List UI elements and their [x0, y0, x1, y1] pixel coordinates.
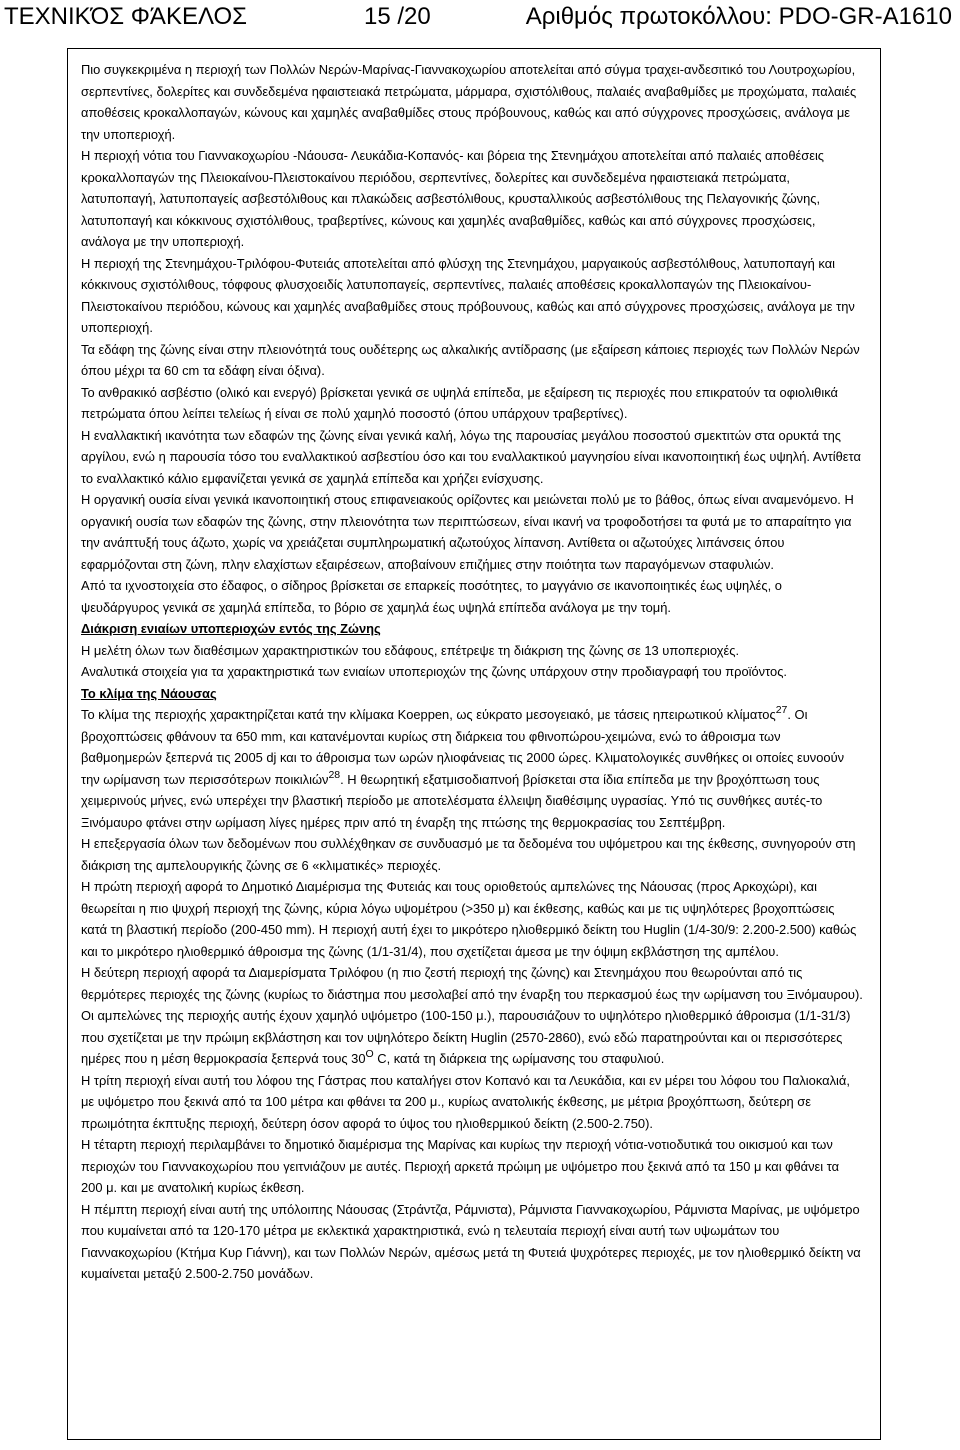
paragraph-trace-elements: Από τα ιχνοστοιχεία στο έδαφος, ο σίδηρος βρίσκεται σε επαρκείς ποσότητες, το μαγγάνιο σε ικανοποιητικές έως υψηλές, ο ψευδάργυρος γενικά σε χαμηλά επίπεδα, το βόριο σε χαμηλά έως υψηλά επίπεδα ανάλογα με την τομή. — [81, 578, 782, 615]
paragraph-region-1: Η πρώτη περιοχή αφορά το Δημοτικό Διαμέρισμα της Φυτειάς και τους οριοθετούς αμπελώνες της Νάουσας (προς Αρκοχώρι), και θεωρείται η πιο ψυχρή περιοχή της ζώνης, κύρια λόγω υψομέτρου (>350 μ) και έκθεσης, καθώς και με τις υψηλότερες βροχοπτώσεις κατά τη βλαστική περίοδο (200-450 mm). Η περιοχή αυτή έχει το μικρότερο ηλιοθερμικό δείκτη του Huglin (1/4-30/9: 2.200-2.500) καθώς και το μικρότερο ηλιοθερμικό άθροισμα της ζώνης (1/1-31/4), που σχετίζεται άμεσα με την όψιμη εκβλάστηση της αμπέλου. — [81, 879, 857, 959]
paragraph-geology-south: Η περιοχή νότια του Γιαννακοχωρίου -Νάουσα- Λευκάδια-Κοπανός- και βόρεια της Στενημάχου αποτελείται από παλαιές αποθέσεις κροκαλλοπαγών της Πλειοκαίνου-Πλειστοκαίνου περιόδου, σερπεντίνες, δολερίτες και συνδεδεμένα ηφαιστειακά πετρώματα, λατυποπαγή, λατυποπαγείς ασβεστόλιθους και πλακώδεις ασβεστόλιθους, κρυσταλλικούς ασβεστόλιθους της Πελαγονικής ζώνης, λατυποπαγή και κόκκινους σχιστόλιθους, τραβερτίνες, κώνους και χαμηλές αναβαθμίδες, καθώς και από σύγχρονες προσχώσεις, ανάλογα με την υποπεριοχή. — [81, 148, 825, 249]
paragraph-geology-general: Πιο συγκεκριμένα η περιοχή των Πολλών Νερών-Μαρίνας-Γιαννακοχωρίου αποτελείται από σύγμα τραχει-ανδεσιτικό του Λουτροχωρίου, σερπεντίνες, δολερίτες και συνδεδεμένα ηφαιστειακά πετρώματα, μάρμαρα, σχιστόλιθους, παλαιές αναβαθμίδες με προχώματα, παλαιές αποθέσεις κροκαλλοπαγών, κώνους και χαμηλές αναβαθμίδες στους πρόβουνους, καθώς και από σύγχρονες προσχώσεις, ανάλογα με την υποπεριοχή. — [81, 62, 857, 142]
paragraph-region-5: Η πέμπτη περιοχή είναι αυτή της υπόλοιπης Νάουσας (Στράντζα, Ράμνιστα), Ράμνιστα Γιαννακοχωρίου, Ράμνιστα Μαρίνας, με υψόμετρο που κυμαίνεται από τα 120-170 μέτρα με εκλεκτικά χαρακτηριστικά, ενώ η τελευταία περιοχή είναι αυτή των υψωμάτων του Γιαννακοχωρίου (Κτήμα Κυρ Γιάννη), και των Πολλών Νερών, αμέσως μετά τη Φυτειά ψυχρότερες περιοχές, με τον ηλιοθερμικό δείκτη να κυμαίνεται μεταξύ 2.500-2.750 μονάδων. — [81, 1201, 861, 1281]
region-2-text-a: Η δεύτερη περιοχή αφορά τα Διαμερίσματα Τριλόφου (η πιο ζεστή περιοχή της ζώνης) και Στενημάχου που θεωρούνται από τις θερμότερες περιοχές της ζώνης (κυρίως το διάστημα που μεσολαβεί από την έναρξη του περκασμού έως την ωρίμανση του Ξινόμαυρου). Οι αμπελώνες της περιοχής αυτής έχουν χαμηλό υψόμετρο (100-150 μ.), παρουσιάζουν το υψηλότερο ηλιοθερμικό άθροισμα (1/1-31/3) που σχετίζεται με την πρώιμη εκβλάστηση και τον υψηλότερο δείκτη Huglin (2570-2860), ενώ εδώ παρατηρούνται και οι περισσότερες ημέρες που η μέση θερμοκρασία ξεπερνά τους 30 — [81, 965, 863, 1066]
protocol-number: Αριθμός πρωτοκόλλου: PDO-GR-A1610 — [525, 3, 952, 30]
footnote-ref-28: 28 — [328, 768, 341, 781]
climate-text-b: . Οι βροχοπτώσεις φθάνουν τα 650 mm, και κατανέμονται κυρίως στη διάρκεια του φθινοπώρου-χειμώνα, ενώ το άθροισμα των βαθμοημερών ξεπερνά τις 2005 dj και το άθροισμα των ωρών ηλιοφάνειας τις 2000 ώρες. Κλιματολογικές συνθήκες οι οποίες ευνοούν την ωρίμανση των περισσότερων ποικιλιών — [81, 707, 845, 787]
paragraph-geology-stenimachos: Η περιοχή της Στενημάχου-Τριλόφου-Φυτειάς αποτελείται από φλύσχη της Στενημάχου, μαργαικούς ασβεστόλιθους, λατυποπαγή και κόκκινους σχιστόλιθους, τόφφους φλυσχοειδίς λατυποπαγείς, σερπεντίνες, παλαιές αποθέσεις κροκαλλοπαγών της Πλειοκαίνου-Πλειστοκαίνου περιόδου, κώνους και χαμηλές αναβαθμίδες στους πρόβουνους, καθώς και από σύγχρονες προσχώσεις, ανάλογα με την υποπεριοχή. — [81, 255, 855, 335]
degree-superscript: O — [365, 1048, 374, 1060]
paragraph-climatic-regions: Η επεξεργασία όλων των δεδομένων που συλλέχθηκαν σε συνδυασμό με τα δεδομένα του υψόμετρου και της έκθεσης, συνηγορούν στη διάκριση της αμπελουργικής ζώνης σε 6 «κλιματικές» περιοχές. — [81, 836, 856, 873]
paragraph-subregions-details: Αναλυτικά στοιχεία για τα χαρακτηριστικά των ενιαίων υποπεριοχών της ζώνης υπάρχουν στην προδιαγραφή του προϊόντος. — [81, 664, 787, 679]
paragraph-organic-matter: Η οργανική ουσία είναι γενικά ικανοποιητική στους επιφανειακούς ορίζοντες και μειώνεται πολύ με το βάθος, όπως είναι αναμενόμενο. Η οργανική ουσία των εδαφών της ζώνης, στην πλειονότητα των περιπτώσεων, είναι ικανή να τροφοδοτήσει τα φυτά με το απαραίτητο για την ανάπτυξή τους άζωτο, χωρίς να χρειάζεται συμπληρωματική αζωτούχος λίπανση. Αντίθετα οι αζωτούχες λιπάνσεις όπου εφαρμόζονται στη ζώνη, πλην ελαχίστων εξαιρέσεων, αποβαίνουν επιζήμιες στην ποιότητα των παραγόμενων σταφυλιών. — [81, 492, 854, 572]
section-heading-climate: Το κλίμα της Νάουσας — [81, 685, 217, 701]
page-number: 15 /20 — [364, 3, 431, 30]
paragraph-calcium-carbonate: Το ανθρακικό ασβέστιο (ολικό και ενεργό) βρίσκεται γενικά σε υψηλά επίπεδα, με εξαίρεση τις περιοχές που επικρατούν τα οφιολιθικά πετρώματα όπου λείπει τελείως ή είναι σε πολύ χαμηλό ποσοστό (όπου υπάρχουν τραβερτίνες). — [81, 384, 838, 421]
climate-text-a: Το κλίμα της περιοχής χαρακτηρίζεται κατά την κλίμακα Koeppen, ως εύκρατο μεσογειακό, με τάσεις ηπειρωτικού κλίματος — [81, 707, 776, 722]
paragraph-exchange-capacity: Η εναλλακτική ικανότητα των εδαφών της ζώνης είναι γενικά καλή, λόγω της παρουσίας μεγάλου ποσοστού σμεκτιτών στα ορυκτά της αργίλου, ενώ η παρουσία τόσο του εναλλακτικού ασβεστίου όσο και του εναλλακτικού μαγνησίου είναι ικανοποιητική έως υψηλή. Αντίθετα το εναλλακτικό κάλιο εμφανίζεται γενικά σε χαμηλά επίπεδα και χρήζει ενίσχυσης. — [81, 427, 861, 486]
paragraph-region-4: Η τέταρτη περιοχή περιλαμβάνει το δημοτικό διαμέρισμα της Μαρίνας και κυρίως την περιοχή νότια-νοτιοδυτικά του οικισμού και των περιοχών του Γιαννακοχωρίου που γειτνιάζουν με αυτές. Περιοχή αρκετά πρώιμη με υψόμετρο που ξεκινά από τα 150 μ και φθάνει τα 200 μ. και με ανατολική κυρίως έκθεση. — [81, 1137, 840, 1195]
region-2-text-b: C, κατά τη διάρκεια της ωρίμανσης του σταφυλιού. — [373, 1051, 665, 1066]
footnote-ref-27: 27 — [775, 704, 788, 716]
page-header — [0, 0, 960, 34]
section-heading-subregions: Διάκριση ενιαίων υποπεριοχών εντός της Ζώνης — [81, 621, 381, 636]
paragraph-subregions-count: Η μελέτη όλων των διαθέσιμων χαρακτηριστικών του εδάφους, επέτρεψε τη διάκριση της ζώνης σε 13 υποπεριοχές. — [81, 642, 740, 658]
paragraph-region-3: Η τρίτη περιοχή είναι αυτή του λόφου της Γάστρας που καταλήγει στον Κοπανό και τα Λευκάδια, και εν μέρει του λόφου του Παλιοκαλιά, με υψόμετρο που ξεκινά από τα 100 μέτρα και φθάνει τα 200 μ., κυρίως ανατολικής έκθεσης, με μέτρια βροχόπτωση, δεύτερη σε πρωιμότητα έκπτυξης περιοχή, δεύτερη όσον αφορά το ύψος του ηλιοθερμικού δείκτη (2.500-2.750). — [81, 1072, 850, 1131]
climate-text-c: . Η θεωρητική εξατμισοδιαπνοή βρίσκεται στα ίδια επίπεδα με την βροχόπτωση τους χειμερινούς μήνες, ενώ υπερέχει την βλαστική περίοδο με αποτελέσματα έλλειψη διαθέσιμης υγρασίας. Υπό τις συνθήκες αυτές-το Ξινόμαυρο φτάνει στην ωρίμαση λίγες ημέρες πριν από τη έναρξη της πτώσης της θερμοκρασίας του Σεπτέμβρη. — [81, 771, 823, 830]
paragraph-climate — [81, 704, 863, 833]
paragraph-soil-reaction: Τα εδάφη της ζώνης είναι στην πλειονότητά τους ουδέτερης ως αλκαλικής αντίδρασης (με εξαίρεση κάποιες περιοχές των Πολλών Νερών όπου μέχρι τα 60 cm τα εδάφη είναι όξινα). — [81, 341, 860, 378]
document-body — [81, 59, 863, 1285]
document-title: ΤΕΧΝΙΚΌΣ ΦΆΚΕΛΟΣ — [4, 3, 247, 30]
paragraph-region-2 — [81, 962, 863, 1070]
